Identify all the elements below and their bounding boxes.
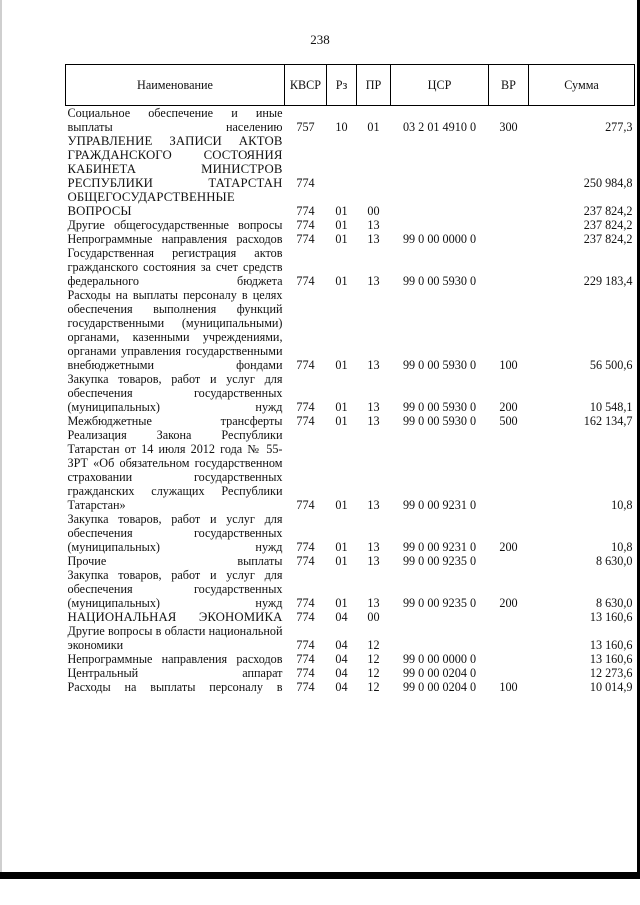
cell-csr: 03 2 01 4910 0 <box>402 120 477 134</box>
cell-csr: 99 0 00 9235 0 <box>402 596 477 610</box>
scan-left-edge <box>0 0 2 878</box>
header-row <box>66 65 635 106</box>
cell-kvsr: 774 <box>296 498 315 512</box>
cell-kvsr: 774 <box>296 400 315 414</box>
cell-csr: 99 0 00 5930 0 <box>402 358 477 372</box>
cell-sum: 13 160,6 <box>589 638 633 652</box>
cell-name: Другие общегосударственные вопросы <box>67 218 283 232</box>
cell-kvsr: 774 <box>296 554 315 568</box>
cell-sum: 56 500,6 <box>589 358 633 372</box>
header-vr: ВР <box>489 65 529 106</box>
cell-rz: 01 <box>335 414 348 428</box>
cell-sum: 277,3 <box>605 120 633 134</box>
cell-pr: 01 <box>367 120 380 134</box>
cell-csr <box>391 610 489 624</box>
cell-csr <box>391 134 489 190</box>
cell-rz: 01 <box>335 554 348 568</box>
cell-vr: 200 <box>499 596 518 610</box>
cell-pr: 12 <box>367 652 380 666</box>
cell-kvsr: 774 <box>296 358 315 372</box>
header-kvsr: КВСР <box>285 65 327 106</box>
cell-pr: 13 <box>367 554 380 568</box>
table-row <box>66 512 635 554</box>
table-row <box>66 666 635 680</box>
scan-bottom-edge <box>0 872 640 879</box>
cell-pr: 00 <box>367 610 380 624</box>
cell-rz: 01 <box>335 400 348 414</box>
cell-rz: 01 <box>335 540 348 554</box>
header-rz: Рз <box>327 65 357 106</box>
header-pr: ПР <box>357 65 391 106</box>
cell-kvsr: 774 <box>296 638 315 652</box>
cell-name: Реализация Закона Республики Татарстан от 14 июля 2012 года № 55-ЗРТ «Об обязательном государственном страховании государственных гражданских служащих Республики Татарстан» <box>67 428 283 512</box>
cell-rz: 04 <box>335 610 348 624</box>
cell-name: Прочие выплаты <box>67 554 283 568</box>
cell-rz: 04 <box>335 638 348 652</box>
table-row <box>66 568 635 610</box>
cell-vr <box>489 190 529 218</box>
cell-rz: 04 <box>335 652 348 666</box>
cell-sum: 237 824,2 <box>583 232 633 246</box>
cell-csr <box>391 624 489 652</box>
cell-pr: 13 <box>367 540 380 554</box>
cell-name: НАЦИОНАЛЬНАЯ ЭКОНОМИКА <box>67 610 283 624</box>
cell-vr <box>489 134 529 190</box>
cell-kvsr: 774 <box>296 414 315 428</box>
table-body <box>66 106 635 695</box>
cell-csr: 99 0 00 5930 0 <box>402 400 477 414</box>
cell-sum: 10,8 <box>611 540 633 554</box>
cell-sum: 237 824,2 <box>583 218 633 232</box>
table-row <box>66 554 635 568</box>
cell-vr <box>489 652 529 666</box>
cell-vr: 200 <box>499 400 518 414</box>
cell-rz: 10 <box>335 120 348 134</box>
cell-kvsr: 757 <box>296 120 315 134</box>
cell-name: Центральный аппарат <box>67 666 283 680</box>
cell-name: Закупка товаров, работ и услуг для обеспечения государственных (муниципальных) нужд <box>67 512 283 554</box>
table-row <box>66 190 635 218</box>
cell-rz: 04 <box>335 666 348 680</box>
table-row <box>66 288 635 372</box>
cell-csr <box>391 218 489 232</box>
cell-kvsr: 774 <box>296 652 315 666</box>
cell-name: УПРАВЛЕНИЕ ЗАПИСИ АКТОВ ГРАЖДАНСКОГО СОСТОЯНИЯ КАБИНЕТА МИНИСТРОВ РЕСПУБЛИКИ ТАТАРСТАН <box>67 134 283 190</box>
cell-sum: 13 160,6 <box>589 610 633 624</box>
cell-name: Расходы на выплаты персоналу в <box>67 680 283 694</box>
cell-sum: 10 548,1 <box>589 400 633 414</box>
cell-vr: 200 <box>499 540 518 554</box>
cell-name: Непрограммные направления расходов <box>67 232 283 246</box>
header-name: Наименование <box>66 65 285 106</box>
table-row <box>66 134 635 190</box>
cell-name: Непрограммные направления расходов <box>67 652 283 666</box>
cell-vr: 500 <box>499 414 518 428</box>
cell-vr <box>489 246 529 288</box>
cell-csr: 99 0 00 9235 0 <box>402 554 477 568</box>
cell-vr: 100 <box>499 680 518 694</box>
page-number: 238 <box>310 32 330 47</box>
cell-sum: 250 984,8 <box>583 176 633 190</box>
cell-vr <box>489 218 529 232</box>
cell-pr: 12 <box>367 638 380 652</box>
cell-csr: 99 0 00 9231 0 <box>402 540 477 554</box>
cell-name: ОБЩЕГОСУДАРСТВЕННЫЕ ВОПРОСЫ <box>67 190 235 218</box>
cell-pr: 13 <box>367 400 380 414</box>
cell-vr: 300 <box>499 120 518 134</box>
cell-sum: 237 824,2 <box>583 204 633 218</box>
table-row <box>66 372 635 414</box>
cell-rz: 01 <box>335 218 348 232</box>
cell-csr: 99 0 00 5930 0 <box>402 274 477 288</box>
cell-vr <box>489 428 529 512</box>
header-sum: Сумма <box>529 65 635 106</box>
cell-vr <box>489 554 529 568</box>
cell-vr <box>489 666 529 680</box>
table-row <box>66 218 635 232</box>
cell-name: Расходы на выплаты персоналу в целях обеспечения выполнения функций государственными (муниципальными) органами, казенными учреждениями, органами управления государственными внебюджетными фондами <box>67 288 283 372</box>
cell-vr <box>489 624 529 652</box>
cell-name: Закупка товаров, работ и услуг для обеспечения государственных (муниципальных) нужд <box>67 372 283 414</box>
cell-sum: 162 134,7 <box>583 414 633 428</box>
cell-csr: 99 0 00 5930 0 <box>402 414 477 428</box>
cell-rz: 01 <box>335 498 348 512</box>
table-row <box>66 652 635 666</box>
cell-pr <box>357 134 391 190</box>
cell-sum: 8 630,0 <box>595 596 633 610</box>
cell-kvsr: 774 <box>296 610 315 624</box>
cell-kvsr: 774 <box>296 204 315 218</box>
cell-name: Закупка товаров, работ и услуг для обеспечения государственных (муниципальных) нужд <box>67 568 283 610</box>
cell-rz <box>327 134 357 190</box>
cell-rz: 01 <box>335 596 348 610</box>
cell-pr: 13 <box>367 596 380 610</box>
cell-csr: 99 0 00 9231 0 <box>402 498 477 512</box>
cell-kvsr: 774 <box>296 540 315 554</box>
cell-kvsr: 774 <box>296 596 315 610</box>
cell-vr <box>489 232 529 246</box>
cell-rz: 01 <box>335 204 348 218</box>
cell-kvsr: 774 <box>296 274 315 288</box>
table-row <box>66 246 635 288</box>
cell-pr: 13 <box>367 232 380 246</box>
cell-pr: 13 <box>367 274 380 288</box>
cell-rz: 01 <box>335 232 348 246</box>
budget-table-container <box>65 64 634 694</box>
cell-csr: 99 0 00 0204 0 <box>402 666 477 680</box>
cell-sum: 229 183,4 <box>583 274 633 288</box>
table-row <box>66 680 635 694</box>
cell-sum: 13 160,6 <box>589 652 633 666</box>
cell-kvsr: 774 <box>296 176 315 190</box>
cell-name: Государственная регистрация актов гражданского состояния за счет средств федерального бюджета <box>67 246 283 288</box>
table-row <box>66 232 635 246</box>
table-row <box>66 428 635 512</box>
cell-sum: 8 630,0 <box>595 554 633 568</box>
cell-sum: 12 273,6 <box>589 666 633 680</box>
cell-pr: 00 <box>367 204 380 218</box>
cell-kvsr: 774 <box>296 232 315 246</box>
cell-pr: 12 <box>367 666 380 680</box>
cell-csr: 99 0 00 0204 0 <box>402 680 477 694</box>
cell-vr <box>489 610 529 624</box>
cell-sum: 10,8 <box>611 498 633 512</box>
cell-name: Другие вопросы в области национальной экономики <box>67 624 283 652</box>
cell-kvsr: 774 <box>296 666 315 680</box>
cell-pr: 13 <box>367 218 380 232</box>
cell-vr: 100 <box>499 358 518 372</box>
cell-csr <box>391 190 489 218</box>
cell-sum: 10 014,9 <box>589 680 633 694</box>
cell-csr: 99 0 00 0000 0 <box>402 232 477 246</box>
cell-rz: 01 <box>335 274 348 288</box>
table-row <box>66 610 635 624</box>
cell-name: Социальное обеспечение и иные выплаты населению <box>67 106 283 134</box>
cell-pr: 12 <box>367 680 380 694</box>
table-row <box>66 106 635 135</box>
cell-pr: 13 <box>367 414 380 428</box>
cell-name: Межбюджетные трансферты <box>67 414 283 428</box>
cell-rz: 01 <box>335 358 348 372</box>
cell-rz: 04 <box>335 680 348 694</box>
budget-table <box>65 64 635 694</box>
cell-kvsr: 774 <box>296 218 315 232</box>
cell-pr: 13 <box>367 358 380 372</box>
cell-csr: 99 0 00 0000 0 <box>402 652 477 666</box>
cell-kvsr: 774 <box>296 680 315 694</box>
table-row <box>66 624 635 652</box>
header-csr: ЦСР <box>391 65 489 106</box>
cell-pr: 13 <box>367 498 380 512</box>
table-row <box>66 414 635 428</box>
